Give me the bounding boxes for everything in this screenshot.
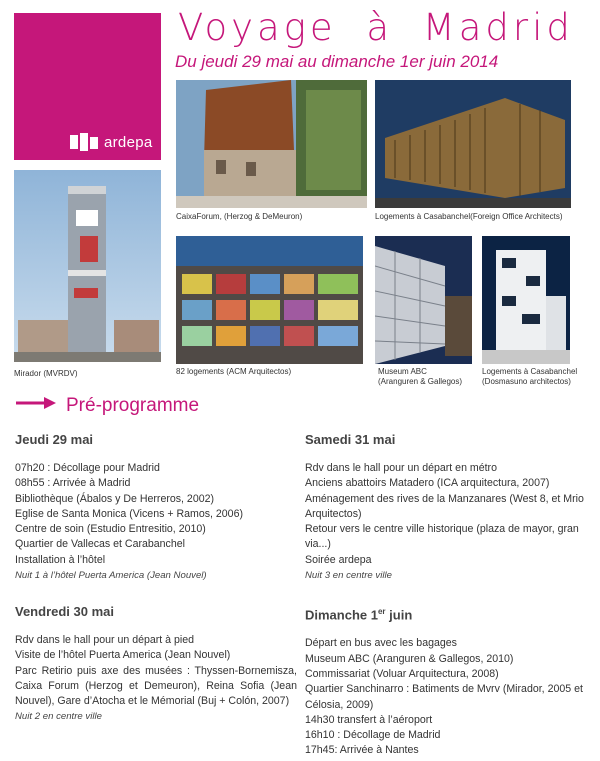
night-note: Nuit 1 à l’hôtel Puerta America (Jean Nouvel) — [15, 570, 207, 582]
list-item: Soirée ardepa — [305, 553, 372, 566]
list-item: Anciens abattoirs Matadero (ICA arquitectura, 2007) — [305, 477, 550, 490]
photo-caixaforum — [176, 80, 367, 208]
caption-museum-abc: Museum ABC (Aranguren & Gallegos) — [378, 367, 463, 386]
list-item: Rdv dans le hall pour un départ en métro — [305, 462, 497, 474]
section-title: Pré-programme — [66, 395, 200, 416]
day-heading: Vendredi 30 mai — [15, 604, 114, 619]
caption-casabanchel-dosmasuno: Logements à Casabanchel (Dosmasuno architectos) — [482, 367, 578, 386]
list-item: Rdv dans le hall pour un départ à pied — [15, 634, 195, 646]
list-item: Quartier de Vallecas et Carabanchel — [15, 538, 185, 551]
list-item: Aménagement des rives de la Manzanares (West 8, et Mrio Arquitectos) — [305, 492, 584, 520]
caption-caixaforum: CaixaForum, (Herzog & DeMeuron) — [176, 212, 303, 221]
list-item: 17h45: Arrivée à Nantes — [305, 744, 419, 757]
photo-mirador — [14, 170, 161, 362]
photo-82-logements — [176, 236, 363, 364]
list-item: 16h10 : Décollage de Madrid — [305, 729, 441, 742]
photo-museum-abc — [375, 236, 472, 364]
night-note: Nuit 3 en centre ville — [305, 570, 392, 582]
night-note: Nuit 2 en centre ville — [15, 711, 102, 723]
list-item: Quartier Sanchinarro : Batiments de Mvrv (Mirador, 2005 et Célosia, 2009) — [305, 683, 583, 711]
day-jeudi — [15, 432, 297, 583]
list-item: Museum ABC (Aranguren & Gallegos, 2010) — [305, 652, 514, 665]
day-heading: Dimanche 1er juin — [305, 607, 413, 623]
list-item: 07h20 : Décollage pour Madrid — [15, 462, 160, 474]
arrow-right-icon — [14, 396, 58, 410]
ardepa-logo — [70, 133, 153, 151]
photo-casabanchel-dosmasuno — [482, 236, 570, 364]
caption-casabanchel-foa: Logements à Casabanchel(Foreign Office Architects) — [375, 212, 563, 221]
caption-mirador: Mirador (MVRDV) — [14, 369, 78, 378]
day-dimanche — [305, 604, 590, 759]
list-item: Eglise de Santa Monica (Vicens + Ramos, 2006) — [15, 507, 243, 520]
page-title: Voyage à Madrid — [178, 6, 574, 49]
list-item: Retour vers le centre ville historique (plaza de mayor, gran via...) — [305, 523, 579, 551]
list-item: 14h30 transfert à l’aéroport — [305, 713, 433, 726]
day-heading: Jeudi 29 mai — [15, 432, 94, 447]
list-item: Visite de l’hôtel Puerta America (Jean Nouvel) — [15, 649, 231, 662]
list-item: Centre de soin (Estudio Entresitio, 2010) — [15, 523, 206, 536]
page-subtitle: Du jeudi 29 mai au dimanche 1er juin 2014 — [175, 52, 499, 71]
caption-82-logements: 82 logements (ACM Arquitectos) — [176, 367, 292, 376]
ardepa-logo-icon — [70, 133, 100, 151]
photo-casabanchel-foa — [375, 80, 571, 208]
list-item: 08h55 : Arrivée à Madrid — [15, 477, 131, 490]
list-item: Commissariat (Voluar Arquitectura, 2008) — [305, 667, 499, 680]
logo-text: ardepa — [104, 133, 153, 151]
list-item: Parc Retirio puis axe des musées : Thyssen-Bornemisza, Caixa Forum (Herzog et Demeuron), Reina Sofia (Jean Nouvel), Gare d’Atocha et le Mémorial (Buj + Colón, 2007) — [15, 664, 297, 708]
list-item: Bibliothèque (Ábalos y De Herreros, 2002) — [15, 492, 215, 505]
day-samedi — [305, 432, 590, 583]
day-vendredi — [15, 604, 297, 725]
day-heading: Samedi 31 mai — [305, 432, 396, 447]
list-item: Installation à l’hôtel — [15, 553, 106, 566]
list-item: Départ en bus avec les bagages — [305, 637, 457, 650]
